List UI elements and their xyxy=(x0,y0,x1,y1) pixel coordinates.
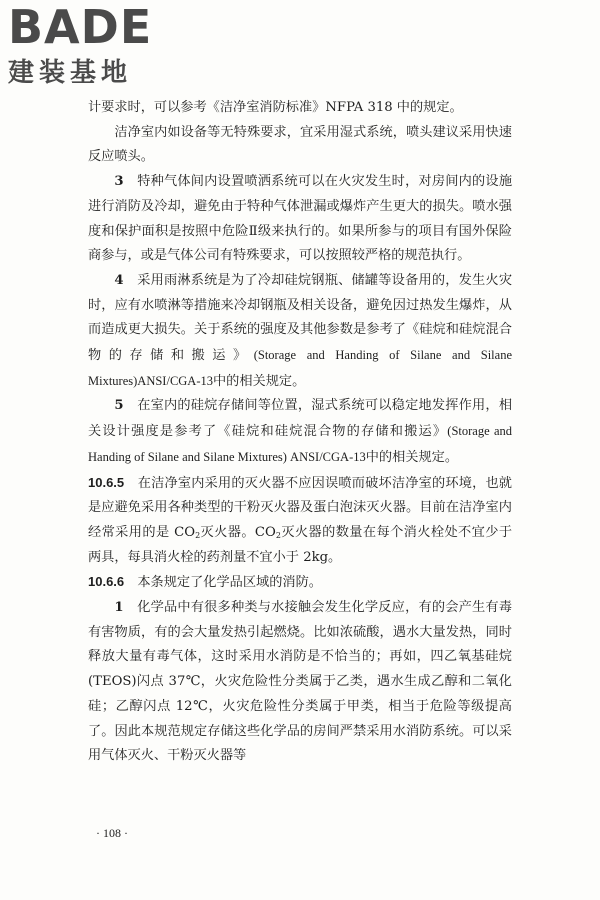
clause-number: 10.6.5 xyxy=(88,474,125,490)
paragraph: 计要求时，可以参考《洁净室消防标准》NFPA 318 中的规定。 xyxy=(88,100,463,115)
document-body xyxy=(88,96,512,769)
paragraph: 4 采用雨淋系统是为了冷却硅烷钢瓶、储罐等设备用的，发生火灾时，应有水喷淋等措施来冷却钢瓶及相关设备，避免因过热发生爆炸，从而造成更大损失。关于系统的强度及其他参数是参考了《硅烷和硅烷混合物的存储和搬运》(Storage and Handing of Silane and Silane Mixtures)ANSI/CGA-13中的相关规定。 xyxy=(88,272,513,389)
item-number: 3 xyxy=(114,174,124,190)
item-number: 1 xyxy=(114,600,124,616)
page-number: · 108 · xyxy=(96,826,128,840)
paragraph: 5 在室内的硅烷存储间等位置，湿式系统可以稳定地发挥作用，相关设计强度是参考了《硅烷和硅烷混合物的存储和搬运》(Storage and Handing of Silane and Silane Mixtures) ANSI/CGA-13中的相关规定。 xyxy=(88,398,513,465)
item-number: 5 xyxy=(114,398,124,414)
item-number: 4 xyxy=(114,272,124,288)
clause: 10.6.6 本条规定了化学品区域的消防。 xyxy=(88,574,322,591)
clause-number: 10.6.6 xyxy=(88,574,125,590)
paragraph: 1 化学品中有很多种类与水接触会发生化学反应，有的会产生有毒有害物质，有的会大量发热引起燃烧。比如浓硫酸，遇水大量发热，同时释放大量有毒气体，这时采用水消防是不恰当的；再如，四乙氧基硅烷(TEOS)闪点 37℃，火灾危险性分类属于乙类，遇水生成乙醇和二氧化硅；乙醇闪点 12℃，火灾危险性分类属于甲类，相当于危险等级提高了。因此本规范规定存储这些化学品的房间严禁采用水消防系统。可以采用气体灭火、干粉灭火器等 xyxy=(88,600,513,764)
logo-brand: BADE xyxy=(8,0,153,54)
clause: 10.6.5 在洁净室内采用的灭火器不应因误喷而破坏洁净室的环境，也就是应避免采用各种类型的干粉灭火器及蛋白泡沫灭火器。目前在洁净室内经常采用的是 $CO_2$灭火器。$CO_2$灭火器的数量在每个消火栓处不宜少于两具，每具消火栓的药剂量不宜小于 2kg。 xyxy=(88,474,513,565)
bade-logo xyxy=(6,0,206,94)
paragraph: 3 特种气体间内设置喷洒系统可以在火灾发生时，对房间内的设施进行消防及冷却，避免由于特种气体泄漏或爆炸产生更大的损失。喷水强度和保护面积是按照中危险Ⅱ级来执行的。如果所参与的项目有国外保险商参与，或是气体公司有特殊要求，可以按照较严格的规范执行。 xyxy=(88,174,513,264)
logo-subtitle: 建装基地 xyxy=(8,58,133,88)
paragraph: 洁净室内如设备等无特殊要求，宜采用湿式系统，喷头建议采用快速反应喷头。 xyxy=(88,124,512,165)
